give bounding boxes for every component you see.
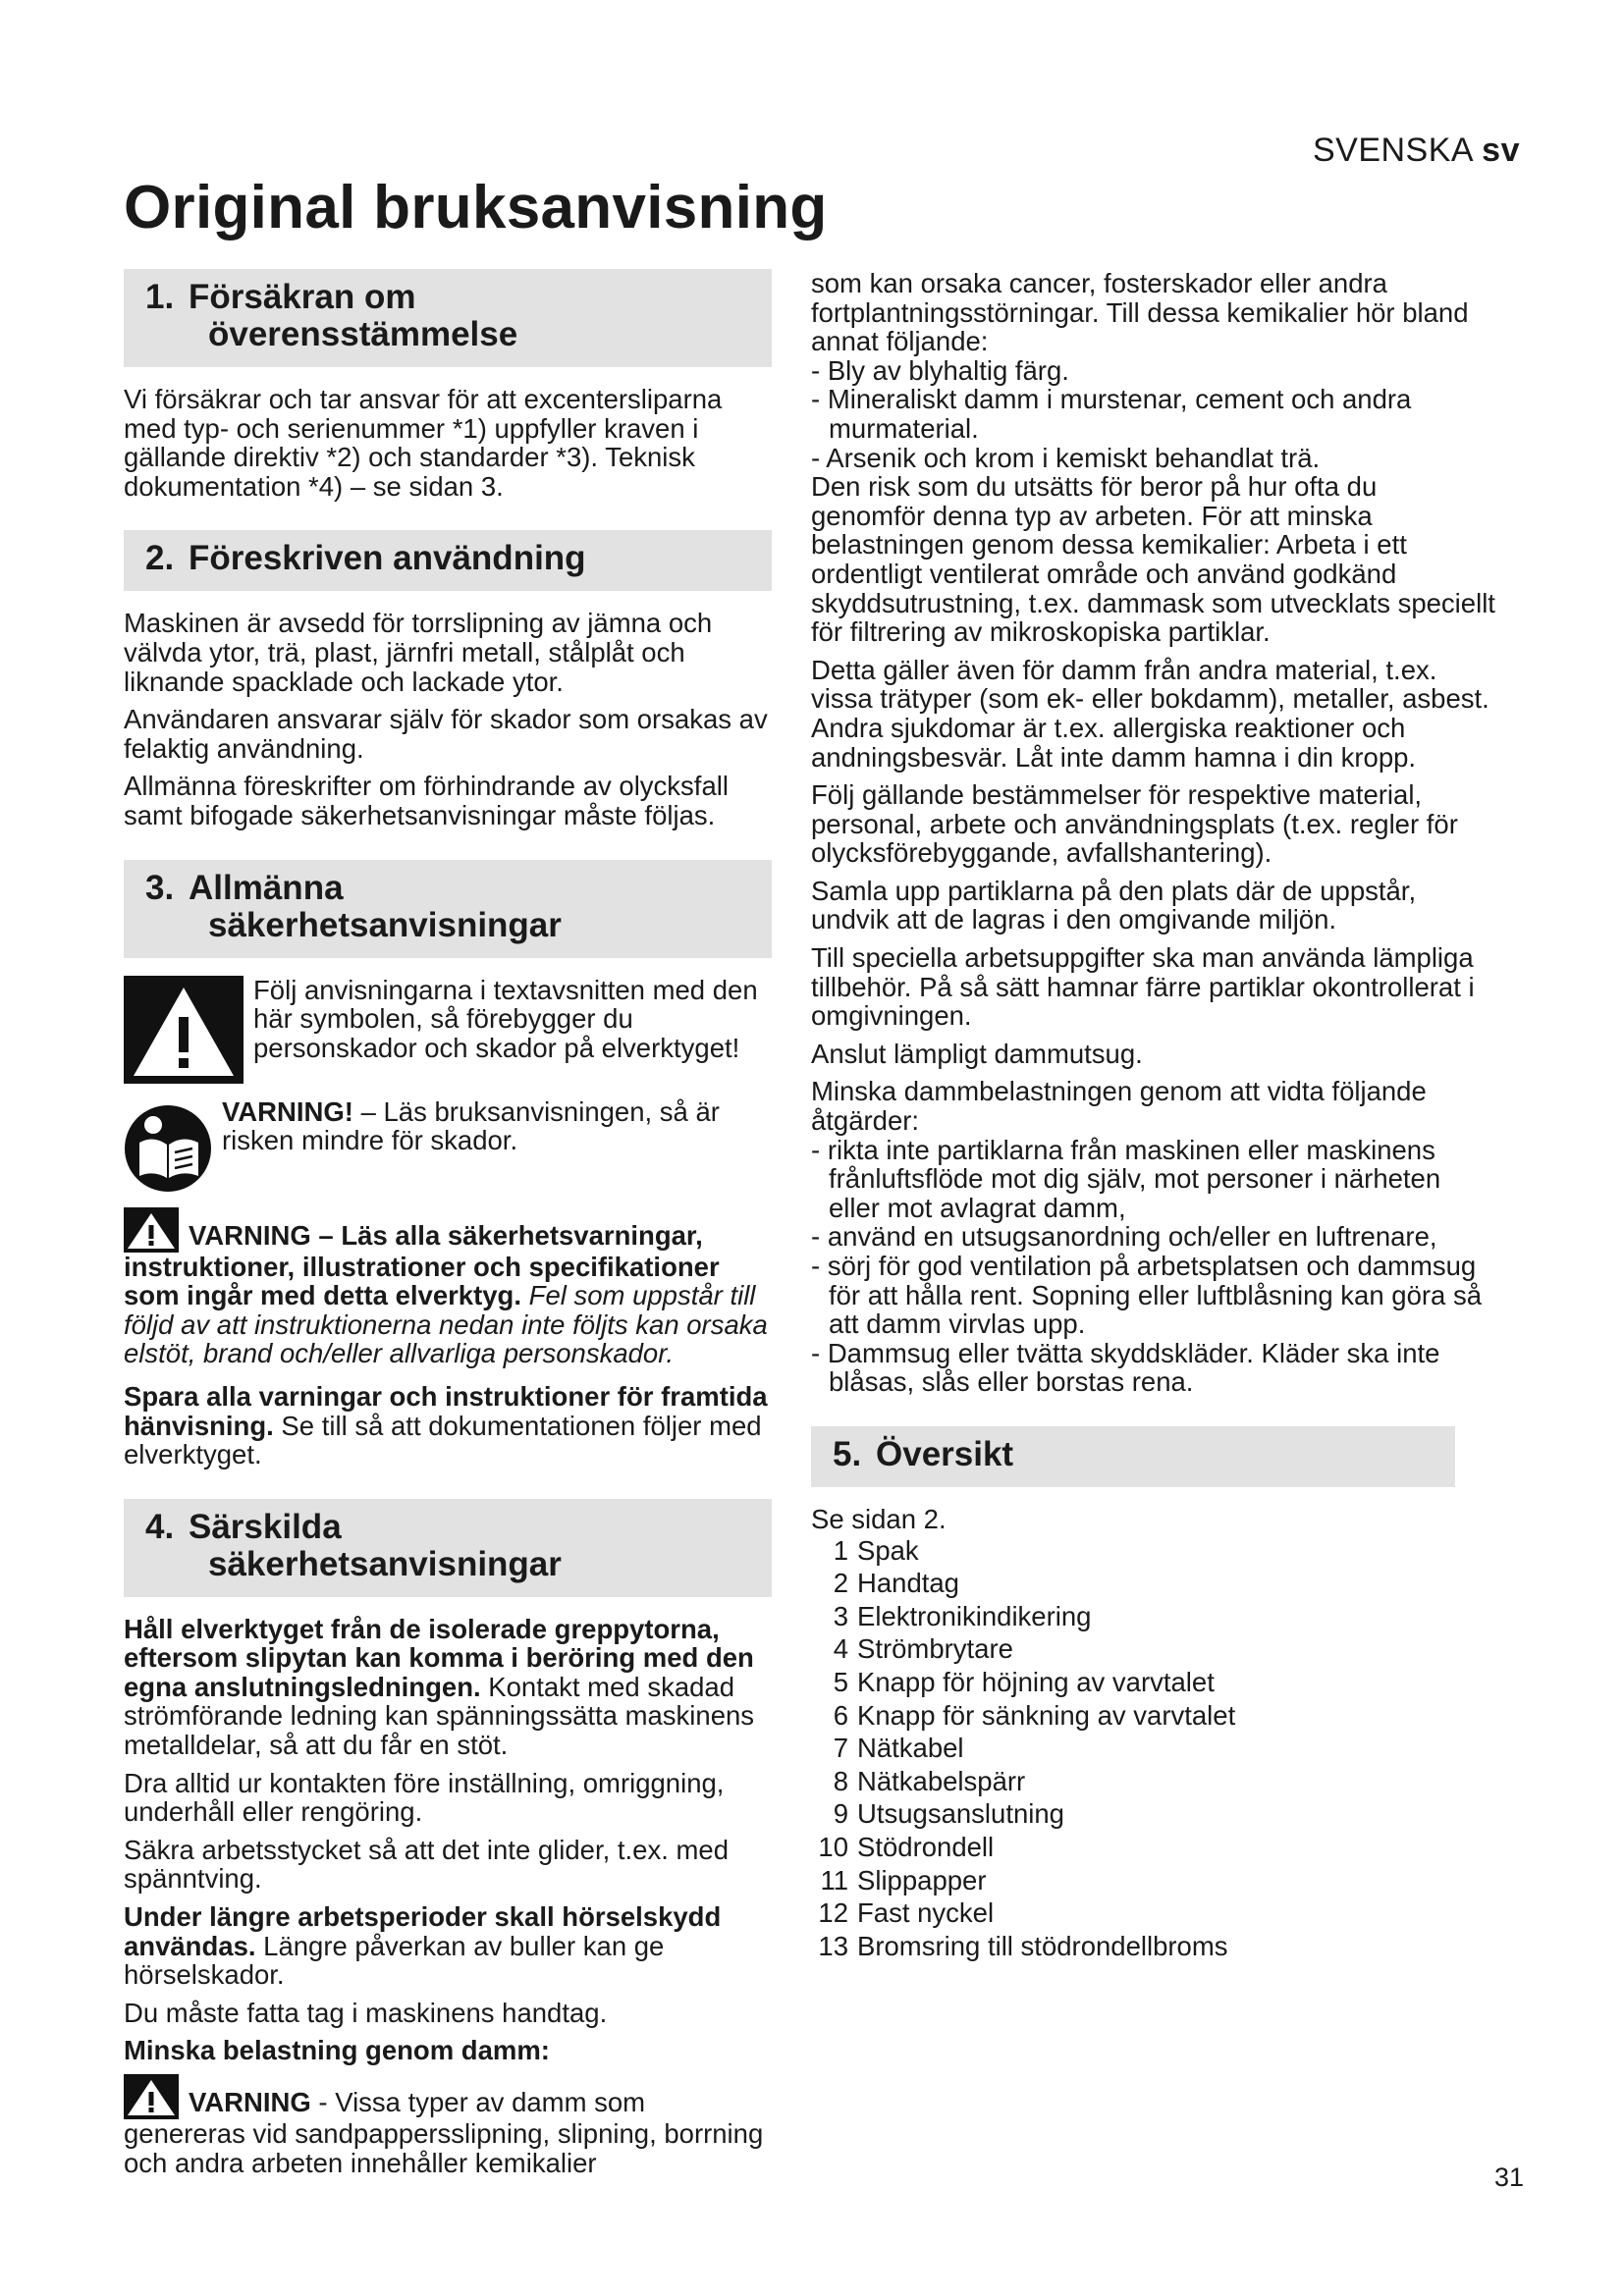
- section-2-paragraph-1: Maskinen är avsedd för torrslipning av jämna och välvda ytor, trä, plast, järnfri metall, stålplåt och liknande spacklade och lackade ytor.: [124, 608, 713, 697]
- list-item: - Bly av blyhaltig färg.: [811, 356, 1498, 386]
- right-paragraph-4: Följ gällande bestämmelser för respektive material, personal, arbete och användningsplats (t.ex. regler för olycksförebyggande, avfallshantering).: [811, 779, 1458, 869]
- part-label: Utsugsanslutning: [857, 1798, 1064, 1830]
- list-item: [811, 1831, 1498, 1864]
- part-label: Handtag: [857, 1568, 959, 1599]
- symbol-explanation: [124, 976, 772, 1084]
- section-4-paragraph-4: [124, 1902, 772, 1990]
- list-item: [811, 1765, 1498, 1798]
- part-number: 11: [820, 1864, 848, 1896]
- part-number: 8: [833, 1765, 848, 1796]
- part-label: Stödrondell: [857, 1831, 995, 1862]
- part-number: 5: [833, 1666, 848, 1697]
- dust-warning-text: - Vissa typer av damm som genereras vid sandpappersslipning, slipning, borrning och andra arbeten innehåller kemikalier: [124, 2087, 764, 2178]
- section-4-paragraph-5: Du måste fatta tag i maskinens handtag.: [124, 1997, 608, 2028]
- section-1-number: 1.: [145, 278, 175, 316]
- section-4-paragraph-1: [124, 1615, 772, 1760]
- part-number: 3: [833, 1600, 848, 1631]
- right-paragraph-8: Minska dammbelastningen genom att vidta följande åtgärder:: [811, 1076, 1427, 1137]
- read-manual-warning: [124, 1097, 772, 1194]
- symbol-explanation-text: Följ anvisningarna i textavsnitten med den här symbolen, så förebygger du personskador och skador på elverktyget!: [253, 974, 758, 1063]
- part-number: 9: [833, 1798, 848, 1830]
- section-4-title-line1: Särskilda: [189, 1507, 342, 1546]
- section-1-title-line1: Försäkran om: [189, 278, 416, 316]
- section-4-paragraph-2: Dra alltid ur kontakten före inställning, omriggning, underhåll eller rengöring.: [124, 1767, 725, 1828]
- list-item: [811, 1567, 1498, 1600]
- left-column: [124, 269, 772, 2186]
- part-label: Spak: [857, 1534, 919, 1566]
- section-2-heading: [124, 530, 772, 591]
- read-manual-text: – Läs bruksanvisningen, så är risken mindre för skador.: [222, 1095, 720, 1156]
- part-label: Elektronikindikering: [857, 1600, 1092, 1631]
- part-number: 7: [833, 1733, 848, 1764]
- read-manual-text-wrap: [222, 1097, 772, 1155]
- section-2-number: 2.: [145, 539, 175, 578]
- list-item: [811, 1930, 1498, 1963]
- part-number: 10: [818, 1831, 848, 1862]
- list-item: - använd en utsugsanordning och/eller en luftrenare,: [811, 1222, 1498, 1252]
- section-3-title-line1: Allmänna: [189, 868, 344, 907]
- section-5-title: Översikt: [876, 1434, 1014, 1473]
- save-instructions-text: Se till så att dokumentationen följer med elverktyget.: [124, 1410, 762, 1470]
- section-4-p1-text: Kontakt med skadad strömförande ledning kan spänningssätta maskinens metalldelar, så att du får en stöt.: [124, 1671, 755, 1761]
- right-paragraph-5: Samla upp partiklarna på den plats där de uppstår, undvik att de lagras i den omgivande miljön.: [811, 875, 1417, 935]
- list-item: [811, 1666, 1498, 1699]
- list-item: [811, 1699, 1498, 1733]
- right-paragraph-3: Detta gäller även för damm från andra material, t.ex. vissa trätyper (som ek- eller bokdamm), metaller, asbest. Andra sjukdomar är t.ex. allergiska reaktioner och andningsbesvär. Låt inte damm hamna i din kropp.: [811, 654, 1489, 773]
- section-4-number: 4.: [145, 1507, 175, 1546]
- part-number: 1: [833, 1534, 848, 1566]
- right-paragraph-1: som kan orsaka cancer, fosterskador eller andra fortplantningsstörningar. Till dessa kemikalier hör bland annat följande:: [811, 268, 1469, 357]
- list-item: [811, 1732, 1498, 1765]
- section-5-number: 5.: [833, 1434, 862, 1473]
- warning-triangle-icon: [124, 2074, 179, 2119]
- section-4-title-line2: säkerhetsanvisningar: [208, 1544, 562, 1583]
- part-label: Bromsring till stödrondellbroms: [857, 1930, 1228, 1961]
- section-4-paragraph-3: Säkra arbetsstycket så att det inte glider, t.ex. med spänntving.: [124, 1834, 729, 1895]
- general-warning-bold: VARNING – Läs alla säkerhetsvarningar, instruktioner, illustrationer och specifikationer som ingår med detta elverktyg.: [124, 1219, 720, 1311]
- section-1-title-line2: överensstämmelse: [208, 315, 518, 353]
- part-number: 4: [833, 1633, 848, 1665]
- list-item: [811, 1864, 1498, 1897]
- list-item: - Arsenik och krom i kemiskt behandlat trä.: [811, 444, 1498, 473]
- part-number: 6: [833, 1699, 848, 1731]
- list-item: [811, 1600, 1498, 1633]
- section-3-heading: [124, 860, 772, 958]
- section-4-p1-bold: Håll elverktyget från de isolerade greppytorna, eftersom slipytan kan komma i beröring med den egna anslutningsledningen.: [124, 1613, 754, 1702]
- list-item: [811, 1797, 1498, 1831]
- language-label: [1313, 132, 1520, 170]
- part-label: Fast nyckel: [857, 1897, 995, 1929]
- part-label: Nätkabelspärr: [857, 1765, 1026, 1796]
- part-label: Knapp för sänkning av varvtalet: [857, 1699, 1236, 1731]
- part-label: Nätkabel: [857, 1733, 964, 1764]
- right-column: [811, 269, 1498, 1962]
- section-1-paragraph: Vi försäkrar och tar ansvar för att excentersliparna med typ- och serienummer *1) uppfyller kraven i gällande direktiv *2) och standarder *3). Teknisk dokumentation *4) – se sidan 3.: [124, 384, 723, 502]
- save-instructions-paragraph: [124, 1382, 772, 1469]
- section-3-number: 3.: [145, 868, 175, 907]
- warning-triangle-icon: [124, 1207, 179, 1253]
- save-instructions-bold: Spara alla varningar och instruktioner för framtida hänvisning.: [124, 1380, 768, 1441]
- section-4-dust-warning: [124, 2074, 772, 2177]
- section-4-p4-bold: Under längre arbetsperioder skall hörselskydd användas.: [124, 1901, 722, 1961]
- parts-list: [811, 1534, 1498, 1963]
- read-manual-icon: [124, 1103, 212, 1194]
- general-warning-italic: Fel som uppstår till följd av att instruktionerna nedan inte följts kan orsaka elstöt, brand och/eller allvarliga personskador.: [124, 1280, 768, 1369]
- section-2-paragraph-2: Användaren ansvarar själv för skador som orsakas av felaktig användning.: [124, 704, 768, 764]
- chemicals-list: [811, 356, 1498, 472]
- list-item: - sörj för god ventilation på arbetsplatsen och dammsug för att hålla rent. Sopning eller luftblåsning kan göra så att damm virvlas upp.: [811, 1252, 1498, 1339]
- language-name: SVENSKA: [1312, 132, 1473, 169]
- page-number: 31: [1493, 2163, 1524, 2192]
- section-5-heading: [811, 1426, 1455, 1487]
- part-number: 2: [833, 1568, 848, 1599]
- part-number: 12: [818, 1897, 848, 1929]
- dust-measures-list: [811, 1136, 1498, 1397]
- part-label: Slippapper: [857, 1864, 987, 1896]
- list-item: - Mineraliskt damm i murstenar, cement och andra murmaterial.: [811, 385, 1498, 443]
- language-code: sv: [1482, 132, 1520, 169]
- section-3-title-line2: säkerhetsanvisningar: [208, 905, 562, 944]
- section-4-heading: [124, 1499, 772, 1597]
- dust-warning-bold: VARNING: [189, 2087, 311, 2117]
- part-label: Strömbrytare: [857, 1633, 1013, 1665]
- section-2-paragraph-3: Allmänna föreskrifter om förhindrande av olycksfall samt bifogade säkerhetsanvisningar måste följas.: [124, 771, 729, 830]
- section-1-heading: [124, 269, 772, 367]
- list-item: [811, 1534, 1498, 1568]
- read-manual-bold: VARNING!: [222, 1095, 353, 1127]
- part-number: 13: [818, 1930, 848, 1961]
- right-paragraph-7: Anslut lämpligt dammutsug.: [811, 1038, 1143, 1069]
- list-item: [811, 1896, 1498, 1930]
- list-item: - rikta inte partiklarna från maskinen eller maskinens frånluftsflöde mot dig själv, mot personer i närheten eller mot avlagrat damm,: [811, 1136, 1498, 1223]
- section-5-intro: Se sidan 2.: [811, 1503, 947, 1534]
- list-item: - Dammsug eller tvätta skyddskläder. Kläder ska inte blåsas, slås eller borstas rena.: [811, 1339, 1498, 1397]
- general-warning-paragraph: [124, 1207, 772, 1368]
- page-title: Original bruksanvisning: [124, 174, 828, 241]
- warning-triangle-icon: [124, 976, 244, 1084]
- section-2-title: Föreskriven användning: [189, 539, 586, 578]
- right-paragraph-2: Den risk som du utsätts för beror på hur ofta du genomför denna typ av arbeten. För att minska belastningen genom dessa kemikalier: Arbeta i ett ordentligt ventilerat område och använd godkänd skyddsutrustning, t.ex. dammask som utvecklats speciellt för filtrering av mikroskopiska partiklar.: [811, 471, 1495, 648]
- section-4-p4-text: Längre påverkan av buller kan ge hörselskador.: [124, 1930, 665, 1991]
- right-paragraph-6: Till speciella arbetsuppgifter ska man använda lämpliga tillbehör. På så sätt hamnar färre partiklar okontrollerat i omgivningen.: [811, 942, 1475, 1032]
- list-item: [811, 1632, 1498, 1666]
- section-4-dust-heading: Minska belastning genom damm:: [124, 2035, 550, 2066]
- part-label: Knapp för höjning av varvtalet: [857, 1666, 1215, 1697]
